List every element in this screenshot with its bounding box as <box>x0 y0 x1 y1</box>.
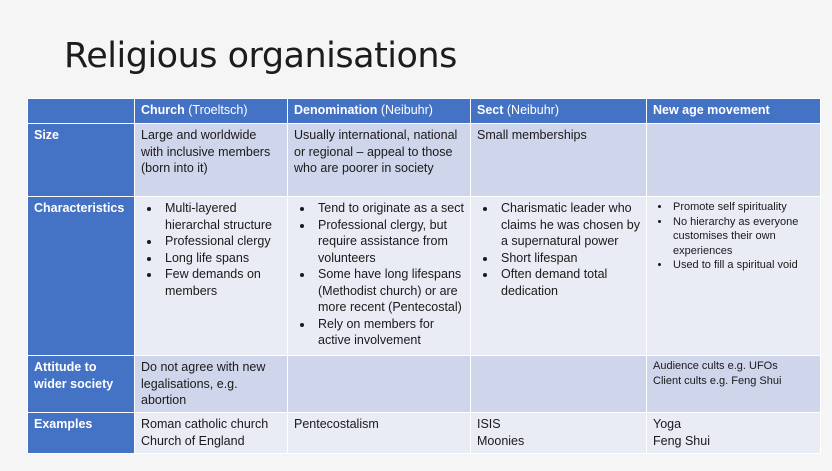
new-age-example-2: Feng Shui <box>653 433 710 448</box>
cell-characteristics-denomination <box>288 197 471 356</box>
cell-examples-new-age <box>647 413 821 454</box>
list-item: • Promote self spirituality <box>671 200 814 215</box>
cell-attitude-new-age <box>647 356 821 413</box>
row-label-characteristics: Characteristics <box>28 197 135 356</box>
row-label-examples: Examples <box>28 413 135 454</box>
header-church <box>135 99 288 124</box>
list-item: • Used to fill a spiritual void <box>671 258 814 273</box>
sect-example-2: Moonies <box>477 433 525 448</box>
list-item: • Often demand total dedication <box>497 266 640 299</box>
list-item: • Tend to originate as a sect <box>314 200 464 217</box>
cell-examples-denomination: Pentecostalism <box>288 413 471 454</box>
cell-attitude-sect <box>471 356 647 413</box>
list-item: • No hierarchy as everyone customises their own experiences <box>671 215 814 259</box>
table-row-size <box>28 124 821 197</box>
cell-size-sect: Small memberships <box>471 124 647 197</box>
church-example-2: Church of England <box>141 433 245 448</box>
list-item: • Rely on members for active involvement <box>314 316 464 349</box>
row-label-attitude <box>28 356 135 413</box>
new-age-attitude-line1: Audience cults e.g. UFOs <box>653 360 778 372</box>
header-church-sub: (Troeltsch) <box>188 103 248 117</box>
cell-size-new-age <box>647 124 821 197</box>
cell-attitude-church: Do not agree with new legalisations, e.g. abortion <box>135 356 288 413</box>
list-item: • Few demands on members <box>161 266 281 299</box>
table-row-attitude <box>28 356 821 413</box>
list-item: • Charismatic leader who claims he was chosen by a supernatural power <box>497 200 640 250</box>
header-new-age <box>647 99 821 124</box>
new-age-characteristics-list <box>653 200 814 273</box>
table-row-characteristics <box>28 197 821 356</box>
table-row-examples <box>28 413 821 454</box>
church-example-1: Roman catholic church <box>141 417 269 431</box>
list-item: • Professional clergy, but require assistance from volunteers <box>314 217 464 267</box>
sect-characteristics-list <box>477 200 640 299</box>
denomination-characteristics-list <box>294 200 464 349</box>
list-item: • Some have long lifespans (Methodist church) or are more recent (Pentecostal) <box>314 266 464 316</box>
list-item: • Professional clergy <box>161 233 281 250</box>
cell-characteristics-sect <box>471 197 647 356</box>
cell-size-denomination: Usually international, national or regional – appeal to those who are poorer in society <box>288 124 471 197</box>
religious-organisations-table <box>27 98 821 454</box>
header-denomination-sub: (Neibuhr) <box>380 103 433 117</box>
header-sect-sub: (Neibuhr) <box>506 103 559 117</box>
sect-example-1: ISIS <box>477 417 501 431</box>
cell-characteristics-new-age <box>647 197 821 356</box>
row-label-attitude-line1: Attitude to <box>34 360 97 374</box>
table-header-row <box>28 99 821 124</box>
cell-characteristics-church <box>135 197 288 356</box>
new-age-attitude-line2: Client cults e.g. Feng Shui <box>653 375 782 387</box>
header-blank <box>28 99 135 124</box>
header-sect <box>471 99 647 124</box>
cell-attitude-denomination <box>288 356 471 413</box>
list-item: • Multi-layered hierarchal structure <box>161 200 281 233</box>
header-denomination-label: Denomination <box>294 103 378 117</box>
header-sect-label: Sect <box>477 103 504 117</box>
cell-examples-sect <box>471 413 647 454</box>
church-characteristics-list <box>141 200 281 299</box>
list-item: • Long life spans <box>161 250 281 267</box>
new-age-example-1: Yoga <box>653 417 682 431</box>
header-new-age-label: New age movement <box>653 103 770 117</box>
slide-title: Religious organisations <box>64 36 457 76</box>
list-item: • Short lifespan <box>497 250 640 267</box>
row-label-size: Size <box>28 124 135 197</box>
cell-size-church: Large and worldwide with inclusive members (born into it) <box>135 124 288 197</box>
row-label-attitude-line2: wider society <box>34 376 114 391</box>
header-denomination <box>288 99 471 124</box>
cell-examples-church <box>135 413 288 454</box>
header-church-label: Church <box>141 103 185 117</box>
